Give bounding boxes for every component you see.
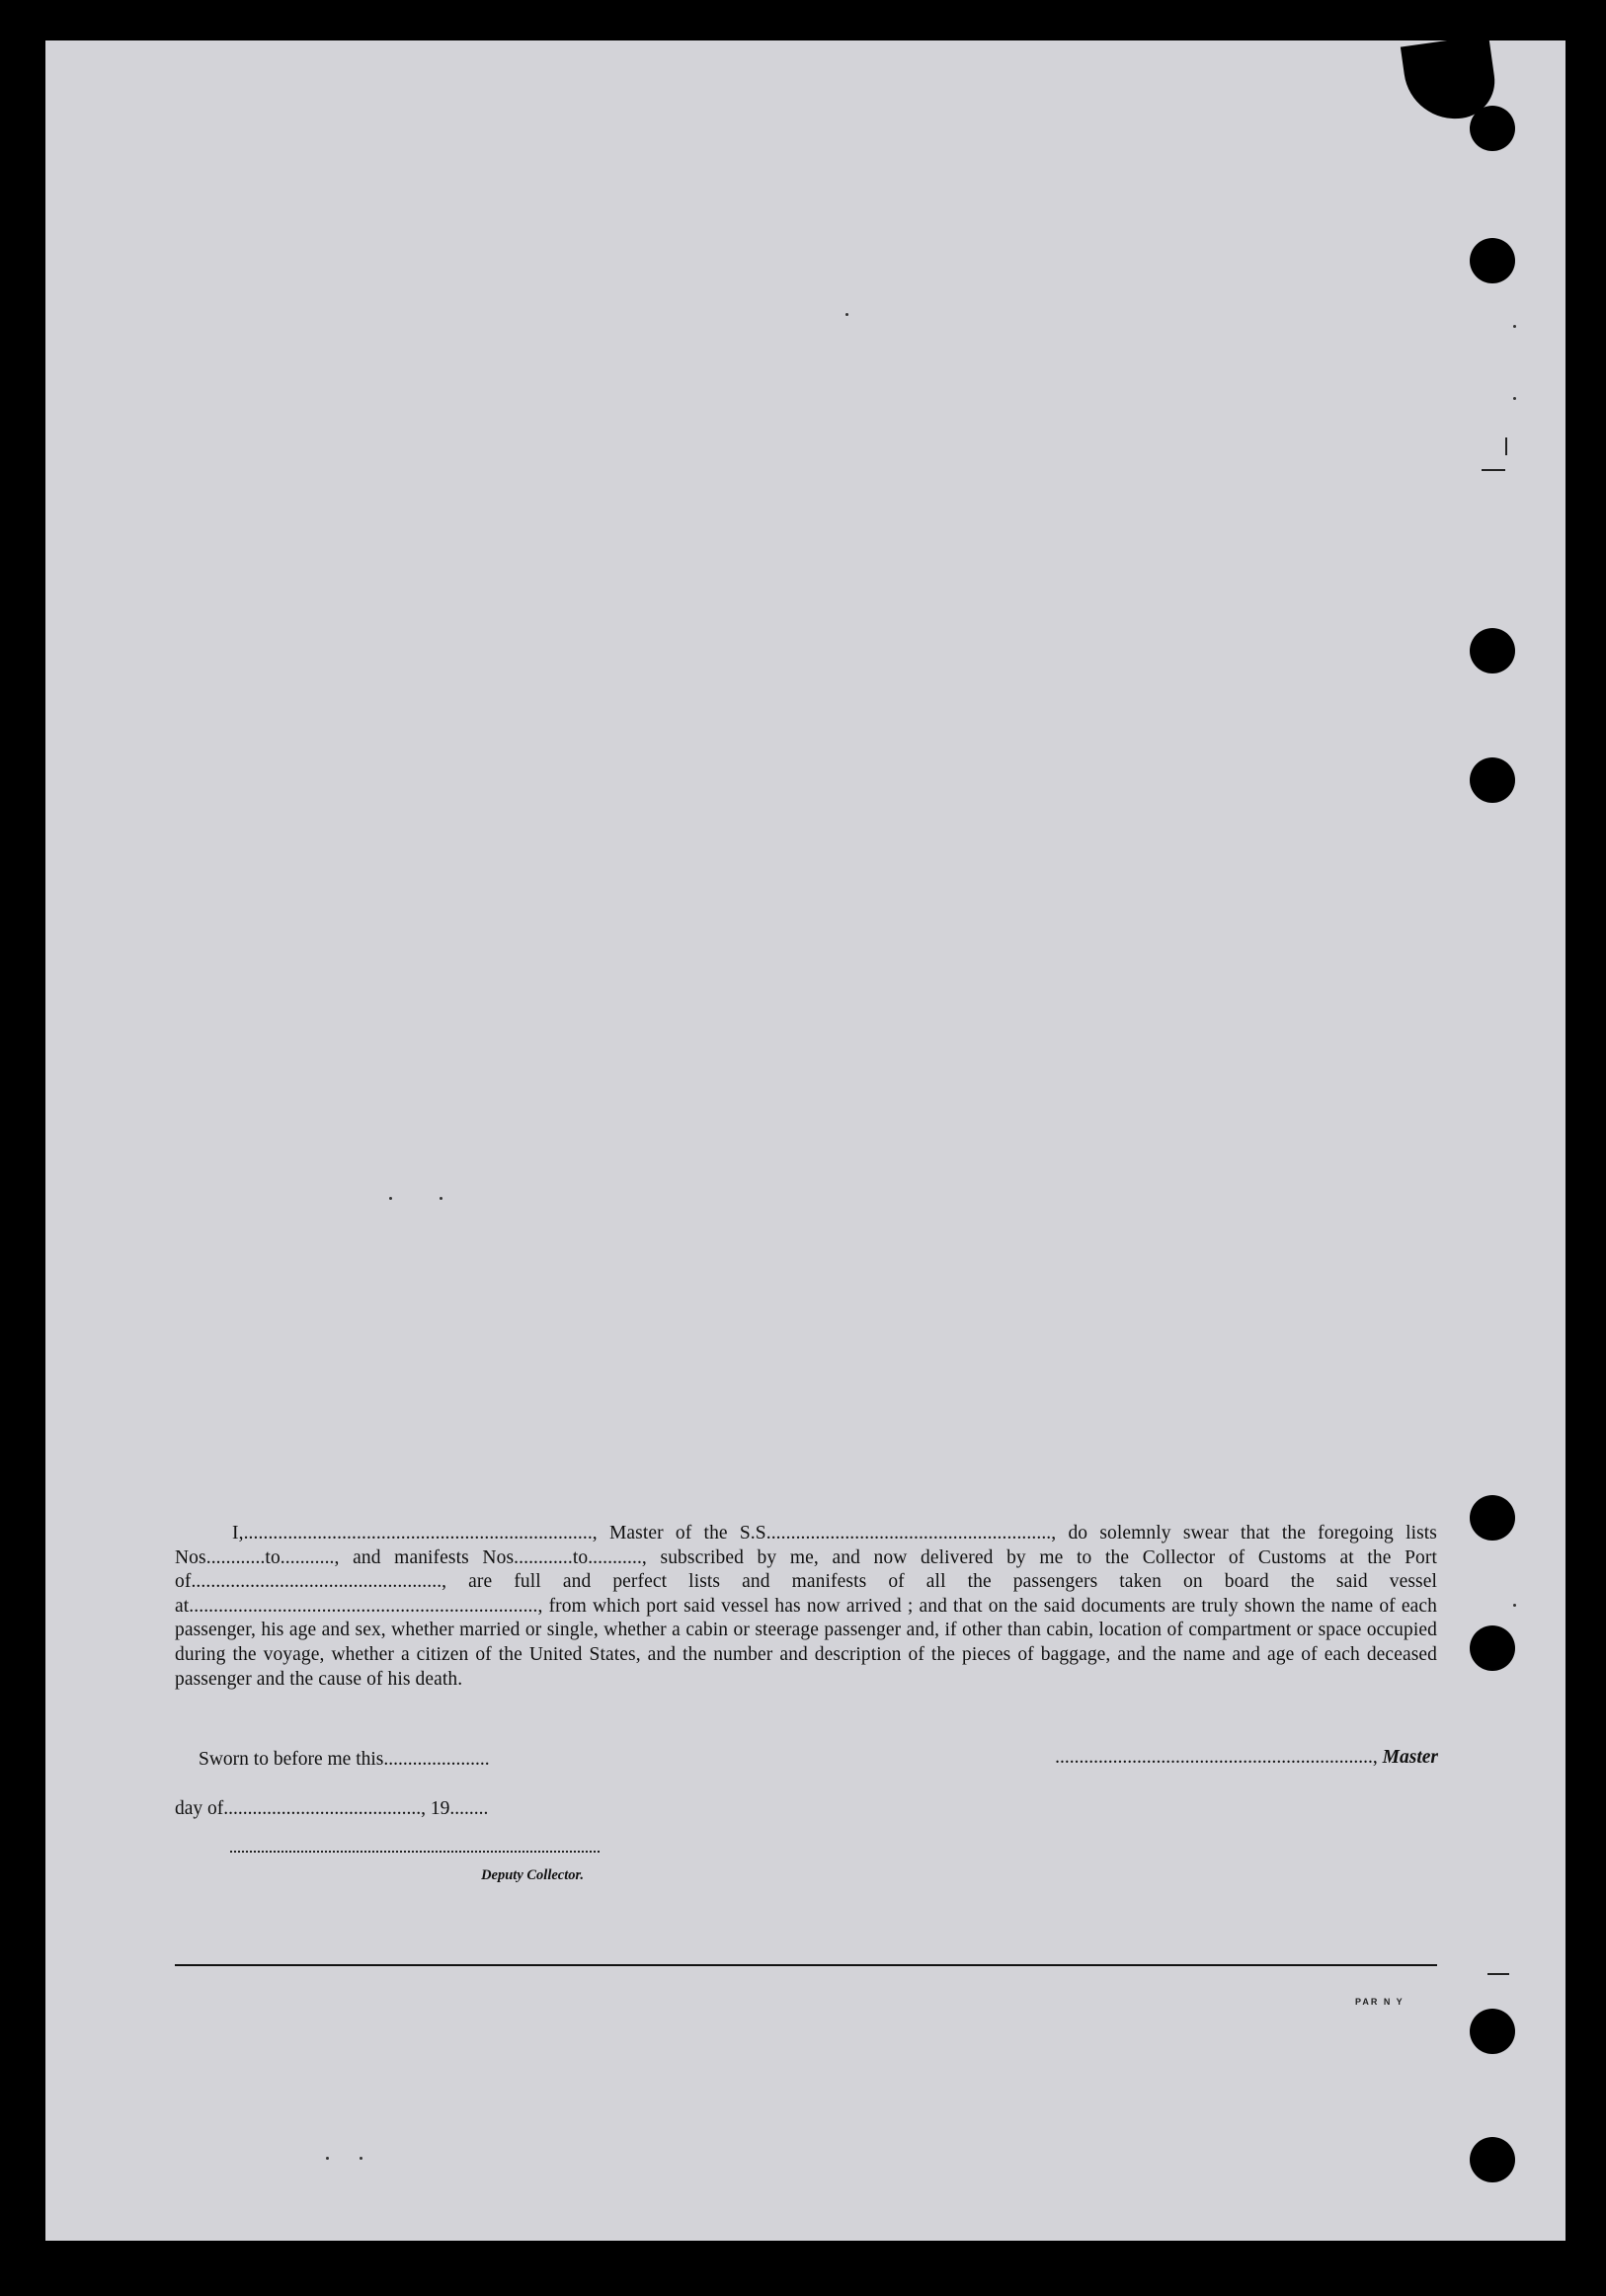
punch-hole [1470,238,1515,283]
scan-speck [1513,325,1516,328]
scan-speck [1513,397,1516,400]
master-signature-line [926,1747,1438,1769]
scan-speck [389,1197,392,1200]
deputy-signature-line [230,1851,600,1853]
scan-mark [1482,469,1505,471]
sworn-line: Sworn to before me this...................... [199,1749,490,1770]
punch-hole [1470,757,1515,803]
oath-paragraph [175,1522,1437,1692]
scan-speck [845,313,848,316]
master-label: Master [1382,1747,1438,1768]
horizontal-rule [175,1964,1437,1966]
scan-speck [326,2157,329,2160]
scan-speck [360,2157,362,2160]
deputy-collector-label: Deputy Collector. [481,1867,584,1883]
punch-hole [1470,628,1515,673]
punch-hole [1470,1495,1515,1541]
scan-speck [440,1197,442,1200]
oath-text: I,......................................................................., Master of the S.S.........................................................., do solemnly swear that the foregoing lists Nos............to..........., and manifests Nos............to..........., subscribed by me, and now delivered by me to the Collector of Customs at the Port of..................................................., are full and perfect lists and manifests of all the passengers taken on board the said vessel at......................................................................., from which port said vessel has now arrived ; and that on the said documents are truly shown the name of each passenger, his age and sex, whether married or single, whether a cabin or steerage passenger and, if other than cabin, location of compartment or space occupied during the voyage, whether a citizen of the United States, and the number and description of the pieces of baggage, and the name and age of each deceased passenger and the cause of his death. [175,1523,1437,1690]
day-line: day of........................................., 19........ [175,1798,489,1819]
master-signature-dots: .................................................................., [1055,1747,1378,1768]
scan-speck [1513,1604,1516,1607]
punch-hole [1470,2137,1515,2182]
scan-mark [1505,437,1507,455]
document-page [45,40,1566,2241]
punch-hole [1470,2009,1515,2054]
scan-mark [1487,1973,1509,1975]
punch-hole [1470,1625,1515,1671]
printer-mark: PAR N Y [1355,1997,1405,2007]
